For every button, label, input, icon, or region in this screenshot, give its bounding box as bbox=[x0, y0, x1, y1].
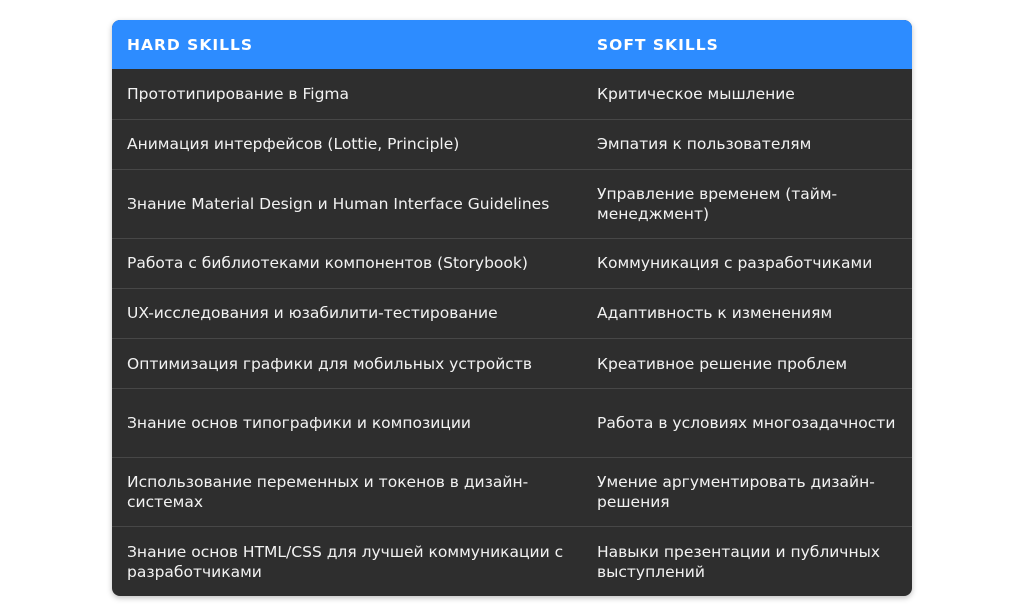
soft-skill-cell: Адаптивность к изменениям bbox=[582, 288, 912, 338]
table-row bbox=[112, 288, 912, 338]
hard-skill-cell: Знание основ HTML/CSS для лучшей коммуникации с разработчиками bbox=[112, 527, 582, 596]
soft-skill-cell: Навыки презентации и публичных выступлений bbox=[582, 527, 912, 596]
table-row bbox=[112, 238, 912, 288]
header-soft-skills: SOFT SKILLS bbox=[582, 20, 912, 69]
hard-skill-cell: Знание основ типографики и композиции bbox=[112, 389, 582, 458]
hard-skill-cell: Использование переменных и токенов в дизайн-системах bbox=[112, 458, 582, 527]
table-row bbox=[112, 339, 912, 389]
table-row bbox=[112, 169, 912, 238]
soft-skill-cell: Коммуникация с разработчиками bbox=[582, 238, 912, 288]
hard-skill-cell: UX-исследования и юзабилити-тестирование bbox=[112, 288, 582, 338]
header-hard-skills: HARD SKILLS bbox=[112, 20, 582, 69]
table-row bbox=[112, 527, 912, 596]
hard-skill-cell: Оптимизация графики для мобильных устройств bbox=[112, 339, 582, 389]
soft-skill-cell: Работа в условиях многозадачности bbox=[582, 389, 912, 458]
table-row bbox=[112, 458, 912, 527]
soft-skill-cell: Умение аргументировать дизайн-решения bbox=[582, 458, 912, 527]
hard-skill-cell: Работа с библиотеками компонентов (Storybook) bbox=[112, 238, 582, 288]
skills-table-card bbox=[112, 20, 912, 596]
skills-table bbox=[112, 20, 912, 596]
table-row bbox=[112, 119, 912, 169]
hard-skill-cell: Анимация интерфейсов (Lottie, Principle) bbox=[112, 119, 582, 169]
hard-skill-cell: Знание Material Design и Human Interface Guidelines bbox=[112, 169, 582, 238]
table-row bbox=[112, 69, 912, 119]
soft-skill-cell: Эмпатия к пользователям bbox=[582, 119, 912, 169]
soft-skill-cell: Управление временем (тайм-менеджмент) bbox=[582, 169, 912, 238]
table-header-row bbox=[112, 20, 912, 69]
soft-skill-cell: Креативное решение проблем bbox=[582, 339, 912, 389]
table-row bbox=[112, 389, 912, 458]
soft-skill-cell: Критическое мышление bbox=[597, 84, 795, 103]
hard-skill-cell: Прототипирование в Figma bbox=[127, 84, 350, 103]
